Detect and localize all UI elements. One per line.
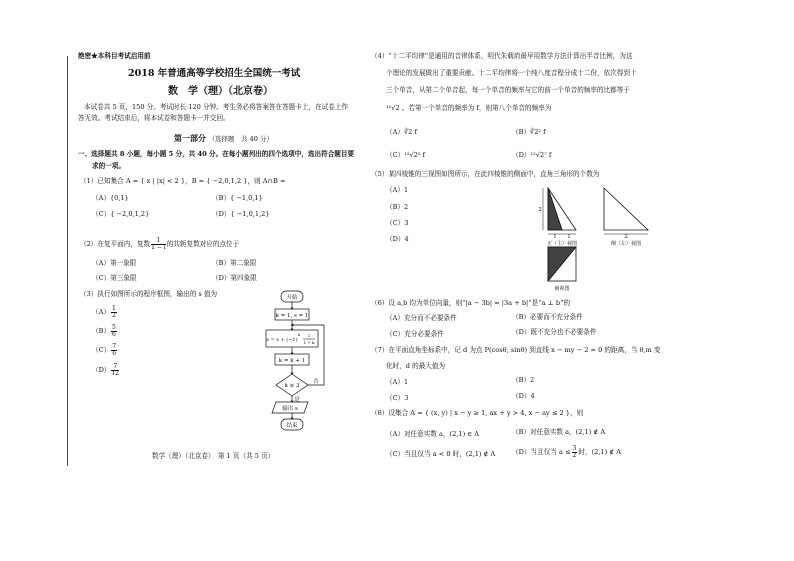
- q5-option-c: （C）3: [386, 219, 409, 227]
- q3-option-den: 2: [111, 312, 116, 319]
- exam-title: 2018 年普通高等学校招生全国统一考试: [128, 68, 301, 79]
- instruction-line-1: 一、选择题共 8 小题，每小题 5 分，共 40 分。在每小题列出的四个选项中，选出符合题目要: [78, 150, 355, 158]
- q3-option-fraction: [111, 344, 117, 357]
- intro-line-2: 答无效。考试结束后，将本试卷和答题卡一并交回。: [78, 114, 230, 122]
- q4-line-3: 三个单音，从第二个单音起，每一个单音的频率与它的前一个单音的频率的比都等于: [386, 86, 630, 94]
- secret-header: 绝密★本科目考试启用前: [78, 52, 151, 60]
- q5-option-b: （B）2: [386, 203, 409, 211]
- side-view-outline: [604, 188, 648, 230]
- flow-start-label: 开始: [286, 295, 298, 301]
- q1-option-c: （C）{ −2,0,1,2}: [92, 210, 150, 218]
- front-view-shaded-face: [548, 188, 562, 230]
- q6-stem: （6）设 a,b 均为单位向量，则“|a − 3b| = |3a + b|”是“a ⊥ b”的: [371, 299, 571, 307]
- q8-stem: （8）设集合 A = { (x, y) | x − y ≥ 1, ax + y > 4, x − ay ≤ 2 }，则: [371, 409, 584, 417]
- q4-option-a: （A）∛2 f: [386, 128, 417, 136]
- q1-stem: （1）已知集合 A = { x | |x| < 2 }，B = { −2,0,1,2 }，则 A∩B =: [80, 177, 286, 185]
- top-view-caption: 俯视图: [554, 286, 570, 292]
- instruction-line-2: 求的一项。: [92, 162, 125, 170]
- q2-stem-post: 的共轭复数对应的点位于: [166, 240, 240, 248]
- q3-option-fraction: [111, 364, 119, 377]
- q8-option-c: （C）当且仅当 a < 0 时，(2,1) ∉ A: [386, 450, 496, 458]
- dim-label-side: 2: [624, 234, 628, 240]
- flow-yes-label: 是: [294, 397, 300, 403]
- q3-option-label: （C）: [92, 346, 111, 354]
- program-flowchart: [262, 288, 342, 434]
- flow-cond-label: k ≥ 3: [284, 383, 300, 389]
- q4-option-b: （B）∛2² f: [512, 128, 546, 136]
- q8-d-post: 时，(2,1) ∉ A: [578, 448, 621, 456]
- q4-line-4: ¹²√2 。若第一个单音的频率为 f，则第八个单音的频率为: [386, 104, 552, 112]
- page-footer: 数学（理）（北京卷） 第 1 页（共 5 页）: [152, 452, 275, 460]
- q7-option-c: （C）3: [386, 394, 409, 402]
- q1-option-b: （B）{ −1,0,1}: [212, 194, 263, 202]
- flow-update-label: s = s + (−1): [266, 337, 298, 343]
- q8-option-a: （A）对任意实数 a，(2,1) ∈ A: [386, 430, 480, 438]
- part1-heading: [174, 133, 273, 144]
- part1-subtitle: （选择题 共 40 分）: [208, 135, 273, 143]
- q3-option-fraction: [111, 325, 117, 338]
- q2-option-d: （D）第四象限: [212, 274, 257, 282]
- q2-option-b: （B）第二象限: [212, 259, 257, 267]
- q8-option-b: （B）对任意实数 a，(2,1) ∉ A: [512, 428, 606, 436]
- q7-option-a: （A）1: [386, 378, 409, 386]
- dim-label-height: 2: [538, 207, 542, 213]
- three-view-figure: [538, 183, 668, 293]
- q3-option-den: 6: [112, 350, 117, 357]
- q2-stem: [80, 238, 239, 251]
- q7-option-b: （B）2: [512, 376, 535, 384]
- q3-option-label: （D）: [92, 366, 111, 374]
- q3-option-num: 7: [113, 363, 118, 370]
- q6-option-b: （B）必要而不充分条件: [512, 313, 583, 321]
- q7-line-2: 化时，d 的最大值为: [386, 362, 446, 370]
- flow-end-label: 结束: [286, 423, 298, 429]
- q5-stem: （5）某四棱锥的三视图如图所示，在此四棱锥的侧面中，直角三角形的个数为: [371, 170, 600, 178]
- q4-option-d: （D）¹²√2⁷ f: [512, 151, 552, 159]
- q6-option-a: （A）充分而不必要条件: [386, 314, 457, 322]
- q3-option-label: （A）: [92, 308, 110, 316]
- dim-label-1b: 1: [567, 234, 571, 240]
- q8-d-num: 3: [572, 445, 577, 452]
- q2-option-a: （A）第一象限: [92, 259, 137, 267]
- q5-option-d: （D）4: [386, 235, 409, 243]
- q3-option-label: （B）: [92, 327, 111, 335]
- q8-d-fraction: [572, 446, 578, 459]
- q4-line-1: （4）“十二平均律”是通用的音律体系，明代朱载堉最早用数学方法计算出半音比例，为这: [371, 52, 633, 60]
- q5-option-a: （A）1: [386, 186, 409, 194]
- q2-fraction: [151, 238, 166, 251]
- flow-update-exponent: k: [297, 333, 301, 337]
- q3-option: [92, 306, 118, 319]
- q8-d-pre: （D）当且仅当 a ≤: [512, 448, 571, 456]
- flow-update-num: 1: [307, 333, 311, 338]
- q2-frac-num: 1: [151, 238, 166, 245]
- binding-line: [67, 56, 68, 466]
- flow-no-label: 否: [313, 379, 319, 385]
- q4-option-c: （C）¹²√2⁵ f: [386, 151, 426, 159]
- flow-init-label: k = 1, s = 1: [275, 313, 309, 319]
- q3-option-num: 1: [111, 305, 116, 312]
- q2-stem-pre: （2）在复平面内，复数: [80, 240, 151, 248]
- q8-d-den: 2: [572, 452, 577, 459]
- front-view-caption: 正（主）视图: [546, 241, 578, 247]
- q2-frac-den: 1 − i: [151, 244, 166, 251]
- q8-option-d: [512, 446, 621, 459]
- q3-option-fraction: [111, 306, 117, 319]
- q3-option-num: 7: [112, 343, 117, 350]
- flow-update-den: 1 + k: [303, 340, 315, 345]
- q3-option-num: 5: [112, 324, 116, 331]
- q3-option-den: 12: [111, 370, 120, 377]
- q7-line-1: （7）在平面直角坐标系中，记 d 为点 P(cosθ, sinθ) 到直线 x − my − 2 = 0 的距离，当 θ,m 变: [371, 346, 661, 354]
- q3-option: [92, 325, 118, 338]
- q6-option-d: （D）既不充分也不必要条件: [512, 328, 597, 336]
- q1-option-d: （D）{ −1,0,1,2}: [212, 210, 270, 218]
- flow-output-label: 输出 s: [282, 406, 298, 412]
- q3-option-den: 6: [112, 331, 116, 338]
- q1-option-a: （A）{0,1}: [92, 194, 129, 202]
- q6-option-c: （C）充分必要条件: [386, 330, 444, 338]
- intro-line-1: 本试卷共 5 页，150 分。考试时长 120 分钟。考生务必将答案答在答题卡上，在试卷上作: [84, 103, 349, 111]
- flow-incr-label: k = k + 1: [278, 358, 306, 364]
- subject-title: 数 学（理）（北京卷）: [168, 86, 273, 97]
- q3-stem: （3）执行如图所示的程序框图，输出的 s 值为: [80, 290, 218, 298]
- q2-option-c: （C）第三象限: [92, 274, 137, 282]
- side-view-caption: 侧（左）视图: [610, 241, 642, 247]
- part1-title: 第一部分: [174, 133, 206, 143]
- dim-label-1a: 1: [553, 234, 557, 240]
- q3-option: [92, 364, 120, 377]
- top-view-shaded-face: [548, 247, 576, 281]
- q7-option-d: （D）4: [512, 392, 535, 400]
- q3-option: [92, 344, 118, 357]
- q4-line-2: 个理论的发展做出了重要贡献。十二平均律将一个纯八度音程分成十二份，依次得到十: [386, 69, 637, 77]
